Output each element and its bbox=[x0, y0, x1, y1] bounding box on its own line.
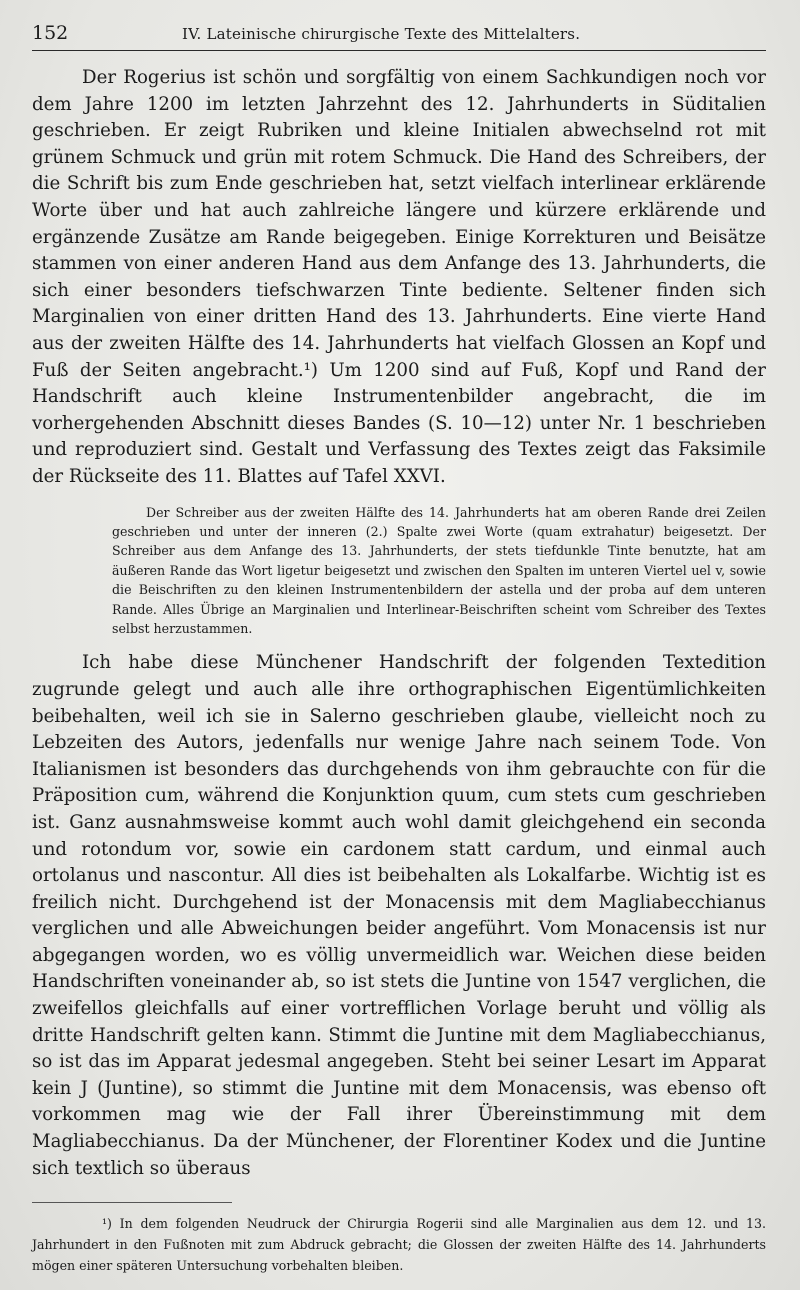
main-text bbox=[32, 65, 766, 491]
paragraph-1: Der Rogerius ist schön und sorgfältig von einem Sachkundigen noch vor dem Jahre 1200 im letzten Jahrzehnt des 12. Jahrhunderts in Süditalien geschrieben. Er zeigt Rubriken und kleine Initialen abwechselnd rot mit grünem Schmuck und grün mit rotem Schmuck. Die Hand des Schreibers, der die Schrift bis zum Ende geschrieben hat, setzt vielfach interlinear erklärende Worte über und hat auch zahlreiche längere und kürzere erklärende und ergänzende Zusätze am Rande beigegeben. Einige Korrekturen und Beisätze stammen von einer anderen Hand aus dem Anfange des 13. Jahrhunderts, die sich einer besonders tiefschwarzen Tinte bediente. Seltener finden sich Marginalien von einer dritten Hand des 13. Jahrhunderts. Eine vierte Hand aus der zweiten Hälfte des 14. Jahrhunderts hat vielfach Glossen an Kopf und Fuß der Seiten angebracht.¹) Um 1200 sind auf Fuß, Kopf und Rand der Handschrift auch kleine Instrumentenbilder angebracht, die im vorhergehenden Abschnitt dieses Bandes (S. 10—12) unter Nr. 1 beschrieben und reproduziert sind. Gestalt und Verfassung des Textes zeigt das Faksimile der Rückseite des 11. Blattes auf Tafel XXVI. bbox=[32, 67, 766, 487]
running-head bbox=[32, 22, 766, 51]
main-text-continued bbox=[32, 650, 766, 1182]
page-number: 152 bbox=[32, 22, 69, 44]
running-title: IV. Lateinische chirurgische Texte des Mittelalters. bbox=[182, 25, 581, 43]
footnote-text: ¹) In dem folgenden Neudruck der Chirurgia Rogerii sind alle Marginalien aus dem 12. und 13. Jahrhundert in den Fußnoten mit zum Abdruck gebracht; die Glossen der zweiten Hälfte des 14. Jahrhunderts mögen einer späteren Untersuchung vorbehalten bleiben. bbox=[32, 1216, 766, 1274]
footnote bbox=[32, 1213, 766, 1276]
footnote-rule bbox=[32, 1202, 232, 1203]
small-print-note bbox=[112, 503, 766, 639]
paragraph-2: Ich habe diese Münchener Handschrift der folgenden Textedition zugrunde gelegt und auch alle ihre orthographischen Eigentümlichkeiten beibehalten, weil ich sie in Salerno geschrieben glaube, vielleicht noch zu Lebzeiten des Autors, jedenfalls nur wenige Jahre nach seinem Tode. Von Italianismen ist besonders das durchgehends von ihm gebrauchte con für die Präposition cum, während die Konjunktion quum, cum stets cum geschrieben ist. Ganz ausnahmsweise kommt auch wohl damit gleichgehend ein seconda und rotondum vor, sowie ein cardonem statt cardum, und einmal auch ortolanus und nascontur. All dies ist beibehalten als Lokalfarbe. Wichtig ist es freilich nicht. Durchgehend ist der Monacensis mit dem Magliabecchianus verglichen und alle Abweichungen beider angeführt. Vom Monacensis ist nur abgegangen worden, wo es völlig unvermeidlich war. Weichen diese beiden Handschriften voneinander ab, so ist stets die Juntine von 1547 verglichen, die zweifellos gleichfalls auf einer vortrefflichen Vorlage beruht und völlig als dritte Handschrift gelten kann. Stimmt die Juntine mit dem Magliabecchianus, so ist das im Apparat jedesmal angegeben. Steht bei seiner Lesart im Apparat kein J (Juntine), so stimmt die Juntine mit dem Monacensis, was ebenso oft vorkommen mag wie der Fall ihrer Übereinstimmung mit dem Magliabecchianus. Da der Münchener, der Florentiner Kodex und die Juntine sich textlich so überaus bbox=[32, 652, 766, 1179]
note-text: Der Schreiber aus der zweiten Hälfte des 14. Jahrhunderts hat am oberen Rande drei Zeilen geschrieben und unter der inneren (2.) Spalte zwei Worte (quam extrahatur) beigesetzt. Der Schreiber aus dem Anfange des 13. Jahrhunderts, der stets tiefdunkle Tinte benutzte, hat am äußeren Rande das Wort ligetur beigesetzt und zwischen den Spalten im unteren Viertel uel v, sowie die Beischriften zu den kleinen Instrumentenbildern der astella und der proba auf dem unteren Rande. Alles Übrige an Marginalien und Interlinear-Beischriften scheint vom Schreiber des Textes selbst herzustammen. bbox=[112, 504, 766, 636]
